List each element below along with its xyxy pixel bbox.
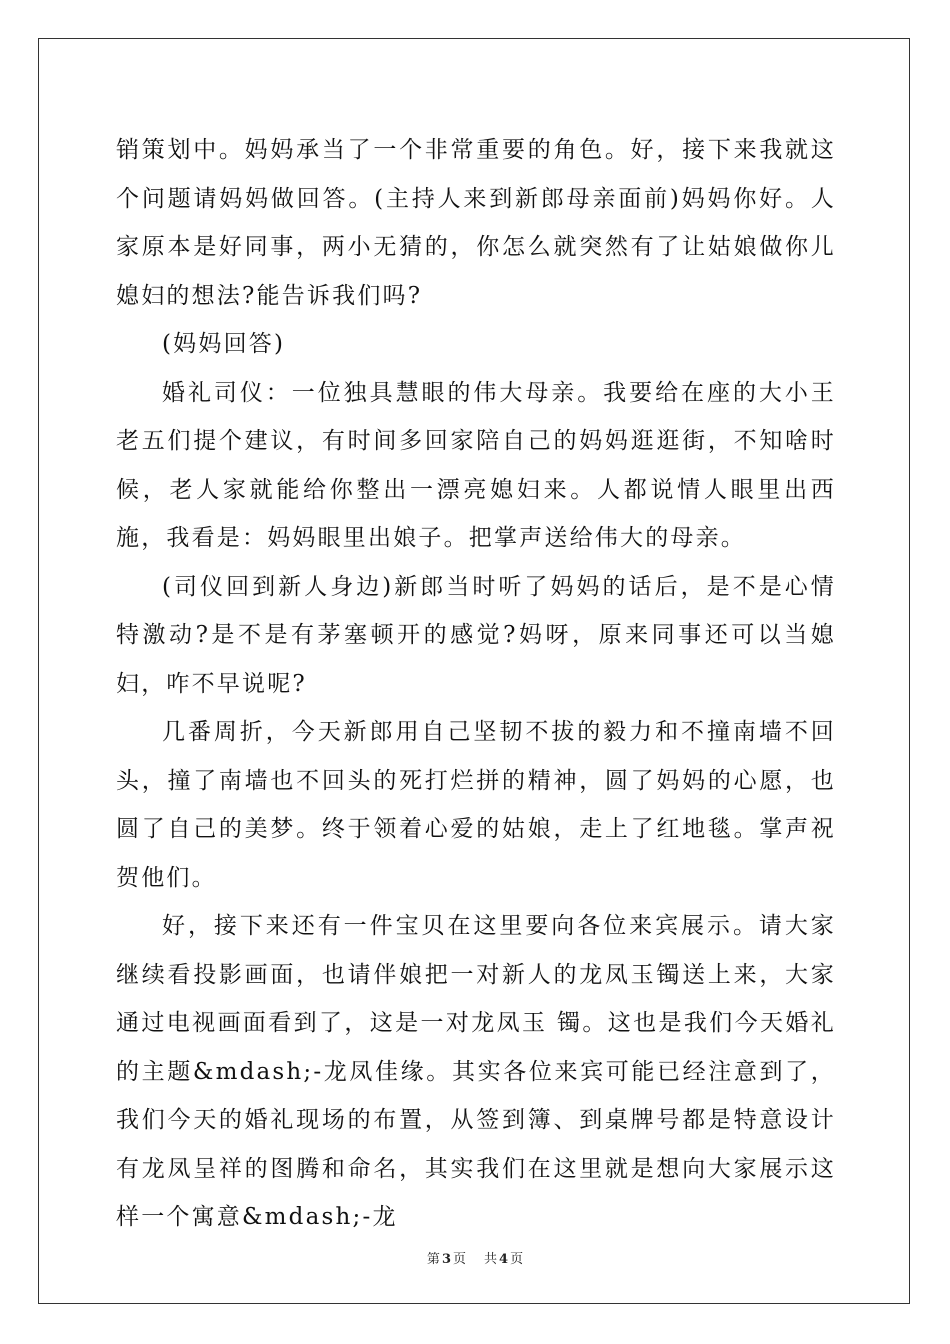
page-footer — [0, 1248, 950, 1267]
page-suffix: 页 — [452, 1252, 466, 1267]
paragraph-3: 婚礼司仪：一位独具慧眼的伟大母亲。我要给在座的大小王老五们提个建议，有时间多回家陪自己的妈妈逛逛街，不知啥时候，老人家就能给你整出一漂亮媳妇来。人都说情人眼里出西施，我看是：妈妈眼里出娘子。把掌声送给伟大的母亲。 — [116, 379, 836, 551]
paragraph-6: 好，接下来还有一件宝贝在这里要向各位来宾展示。请大家继续看投影画面，也请伴娘把一对新人的龙凤玉镯送上来，大家通过电视画面看到了，这是一对龙凤玉 镯。这也是我们今天婚礼的主题&mdash;-龙凤佳缘。其实各位来宾可能已经注意到了，我们今天的婚礼现场的布置，从签到簿、到桌牌号都是特意设计有龙凤呈祥的图腾和命名，其实我们在这里就是想向大家展示这样一个寓意&mdash;-龙 — [116, 913, 836, 1230]
document-body — [116, 126, 836, 1242]
page-number: 3 — [441, 1252, 451, 1267]
paragraph-4: (司仪回到新人身边)新郎当时听了妈妈的话后，是不是心情特激动?是不是有茅塞顿开的感觉?妈呀，原来同事还可以当媳妇，咋不早说呢? — [116, 573, 836, 697]
paragraph-5: 几番周折，今天新郎用自己坚韧不拔的毅力和不撞南墙不回头，撞了南墙也不回头的死打烂拼的精神，圆了妈妈的心愿，也圆了自己的美梦。终于领着心爱的姑娘，走上了红地毯。掌声祝贺他们。 — [116, 719, 836, 891]
total-number: 4 — [499, 1252, 509, 1267]
page-prefix: 第 — [426, 1252, 440, 1267]
paragraph-1: 销策划中。妈妈承当了一个非常重要的角色。好，接下来我就这个问题请妈妈做回答。(主持人来到新郎母亲面前)妈妈你好。人家原本是好同事，两小无猜的，你怎么就突然有了让姑娘做你儿媳妇的想法?能告诉我们吗? — [116, 137, 836, 309]
total-suffix: 页 — [510, 1252, 524, 1267]
total-prefix: 共 — [484, 1252, 498, 1267]
paragraph-2: (妈妈回答) — [162, 331, 286, 357]
